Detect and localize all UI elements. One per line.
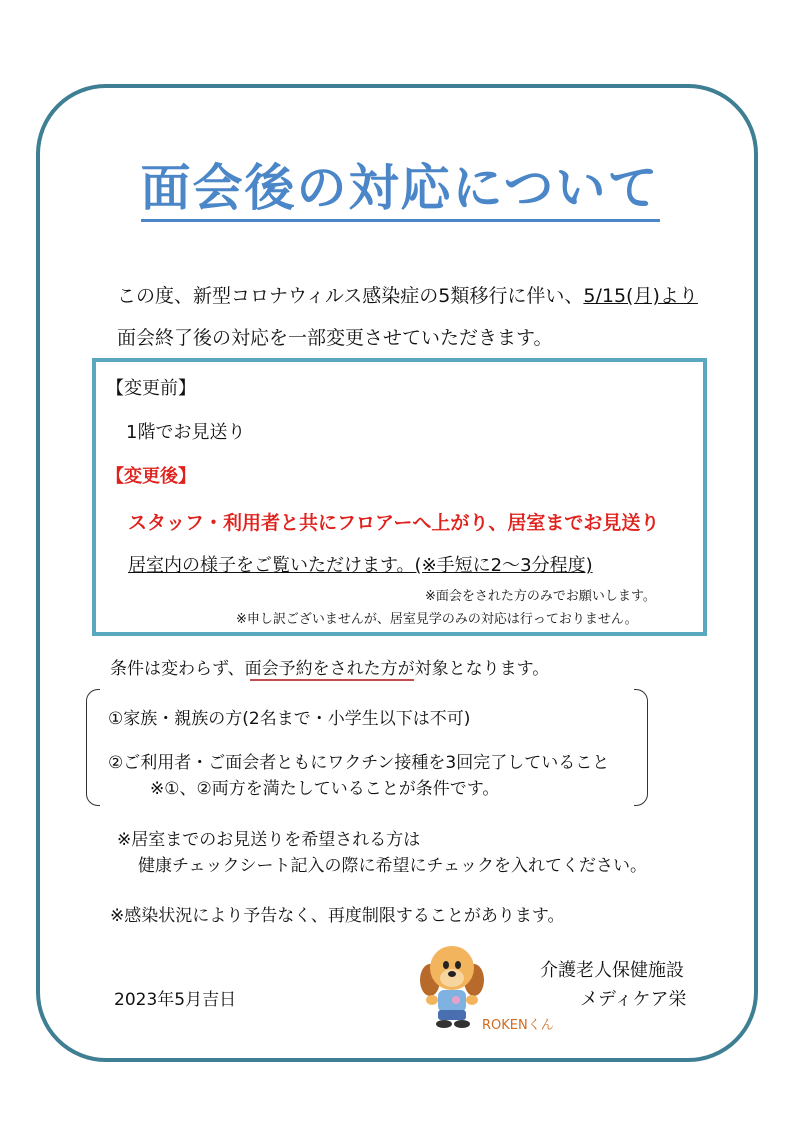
infection-note: ※感染状況により予告なく、再度制限することがあります。	[110, 906, 565, 926]
before-heading: 【変更前】	[106, 378, 196, 399]
fine-print-1: ※面会をされた方のみでお願いします。	[425, 589, 656, 604]
after-heading: 【変更後】	[106, 466, 196, 487]
facility-name-line-2: メディケア栄	[580, 989, 687, 1010]
condition-note: ※①、②両方を満たしていることが条件です。	[150, 779, 500, 799]
conditions-lead-text: 条件は変わらず、	[110, 659, 245, 679]
conditions-lead	[110, 654, 549, 679]
room-note-line-1: ※居室までのお見送りを希望される方は	[117, 830, 421, 850]
intro-text: この度、新型コロナウィルス感染症の5類移行に伴い、	[117, 285, 584, 307]
conditions-emphasis: 面会予約をされた方	[244, 659, 398, 679]
intro-date: 5/15(月)より	[583, 285, 698, 307]
after-text: スタッフ・利用者と共にフロアーへ上がり、居室までお見送り	[128, 512, 660, 534]
right-bracket	[634, 689, 648, 806]
page-title: 面会後の対応について	[0, 148, 800, 220]
room-note-line-2: 健康チェックシート記入の際に希望にチェックを入れてください。	[138, 856, 647, 876]
condition-item-1: ①家族・親族の方(2名まで・小学生以下は不可)	[108, 709, 471, 729]
conditions-lead-tail: が対象となります。	[397, 659, 550, 679]
intro-line-1	[117, 281, 698, 308]
issue-date: 2023年5月吉日	[114, 990, 237, 1010]
condition-item-2: ②ご利用者・ご面会者ともにワクチン接種を3回完了していること	[108, 753, 610, 773]
facility-name-line-1: 介護老人保健施設	[540, 960, 684, 981]
after-note: 居室内の様子をご覧いただけます。(※手短に2～3分程度)	[128, 555, 593, 576]
mascot-caption: ROKENくん	[482, 1018, 554, 1033]
left-bracket	[86, 689, 100, 806]
emphasis-underline	[250, 679, 414, 681]
before-text: 1階でお見送り	[126, 422, 246, 443]
intro-line-2: 面会終了後の対応を一部変更させていただきます。	[117, 327, 553, 349]
fine-print-2: ※申し訳ございませんが、居室見学のみの対応は行っておりません。	[236, 612, 638, 627]
